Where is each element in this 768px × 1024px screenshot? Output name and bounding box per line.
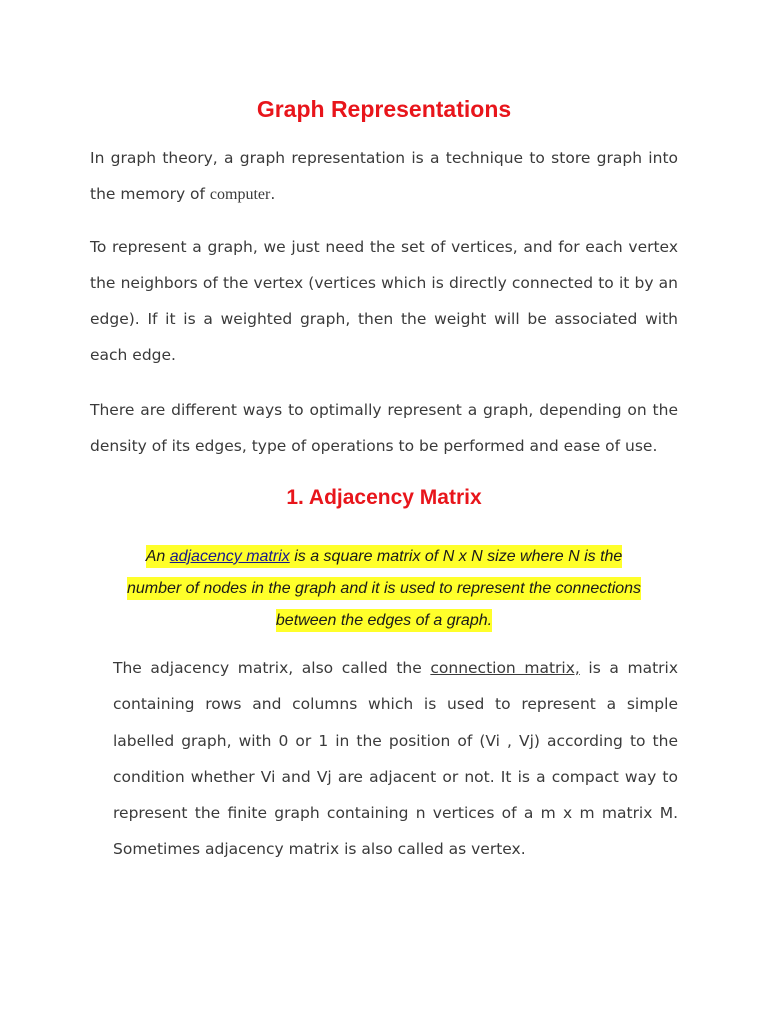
intro-serif-word: computer [209, 186, 271, 203]
definition-line-3: between the edges of a graph. [276, 609, 492, 632]
definition-prefix: An [145, 548, 170, 565]
definition-line-1-rest: is a square matrix of N x N size where N is the [289, 548, 623, 565]
intro-text: In graph theory, a graph representation is a technique to store graph into the memory of [90, 149, 678, 203]
adjacency-matrix-link[interactable]: adjacency matrix [169, 548, 290, 565]
methods-paragraph: There are different ways to optimally represent a graph, depending on the density of its edges, type of operations to be performed and ease of use. [90, 401, 678, 455]
connection-matrix-term: connection matrix, [430, 659, 580, 677]
intro-text-end: . [270, 185, 276, 203]
definition-line-2: number of nodes in the graph and it is used to represent the connections [127, 577, 641, 600]
representation-paragraph: To represent a graph, we just need the set of vertices, and for each vertex the neighbors of the vertex (vertices which is directly connected to it by an edge). If it is a weighted graph, then the weight will be associated with each edge. [90, 238, 678, 364]
section-heading-adjacency-matrix: 1. Adjacency Matrix [286, 486, 482, 509]
page-title: Graph Representations [256, 96, 512, 122]
body-text-start: The adjacency matrix, also called the [113, 659, 431, 677]
body-text-rest: is a matrix containing rows and columns which is used to represent a simple labelled graph, with 0 or 1 in the position of (Vi , Vj) according to the condition whether Vi and Vj are adjacent or not. It is a compact way to represent the finite graph containing n vertices of a m x m matrix M. Sometimes adjacency matrix is also called as vertex. [113, 659, 678, 859]
adjacency-body-paragraph [113, 650, 678, 868]
adjacency-definition [90, 541, 678, 637]
definition-line-1 [146, 545, 623, 568]
intro-paragraph [90, 140, 678, 213]
